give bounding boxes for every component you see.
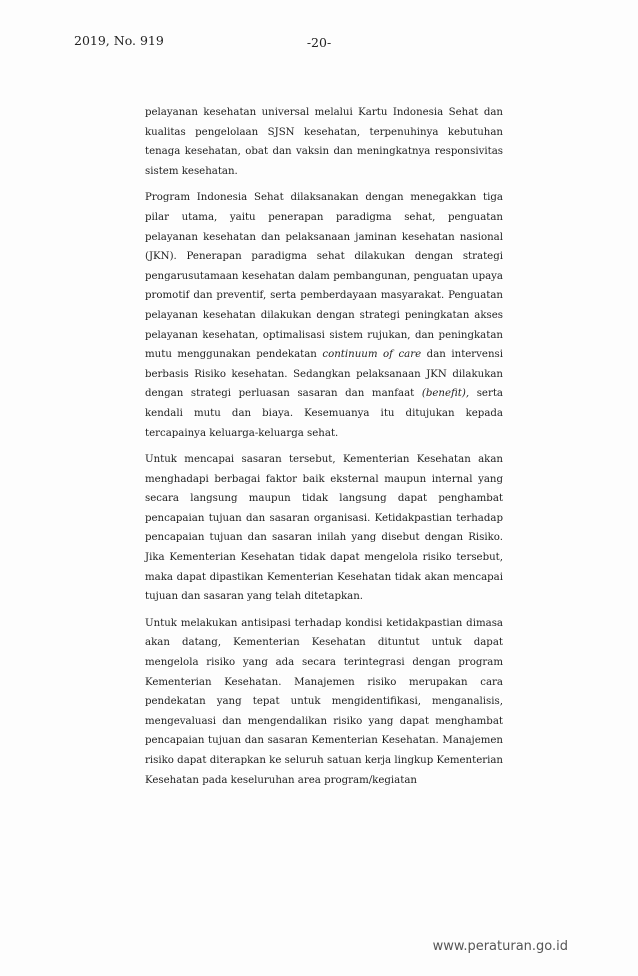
italic-term: (benefit), bbox=[421, 388, 470, 400]
paragraph-text: pelayanan kesehatan universal melalui Kartu Indonesia Sehat dan kualitas pengelolaan SJSN kesehatan, terpenuhinya kebutuhan tenaga kesehatan, obat dan vaksin dan meningkatnya responsivitas sistem kesehatan. bbox=[145, 107, 503, 177]
page-number: -20- bbox=[306, 35, 332, 50]
paragraph bbox=[145, 103, 503, 181]
paragraph bbox=[145, 450, 503, 607]
paragraph bbox=[145, 614, 503, 790]
source-url: www.peraturan.go.id bbox=[432, 939, 568, 954]
italic-term: continuum of care bbox=[322, 349, 422, 361]
paragraph-text: Untuk mencapai sasaran tersebut, Kementerian Kesehatan akan menghadapi berbagai faktor baik eksternal maupun internal yang secara langsung maupun tidak langsung dapat penghambat pencapaian tujuan dan sasaran organisasi. Ketidakpastian terhadap pencapaian tujuan dan sasaran inilah yang disebut dengan Risiko. Jika Kementerian Kesehatan tidak dapat mengelola risiko tersebut, maka dapat dipastikan Kementerian Kesehatan tidak akan mencapai tujuan dan sasaran yang telah ditetapkan. bbox=[145, 454, 503, 603]
paragraph-text: Program Indonesia Sehat dilaksanakan dengan menegakkan tiga pilar utama, yaitu penerapan paradigma sehat, penguatan pelayanan kesehatan dan pelaksanaan jaminan kesehatan nasional (JKN). Penerapan paradigma sehat dilakukan dengan strategi pengarusutamaan kesehatan dalam pembangunan, penguatan upaya promotif dan preventif, serta pemberdayaan masyarakat. Penguatan pelayanan kesehatan dilakukan dengan strategi peningkatan akses pelayanan kesehatan, optimalisasi sistem rujukan, dan peningkatan mutu menggunakan pendekatan bbox=[145, 192, 503, 361]
paragraph bbox=[145, 188, 503, 443]
paragraph-text: serta kendali mutu dan biaya. Kesemuanya itu ditujukan kepada tercapainya keluarga-keluarga sehat. bbox=[145, 388, 503, 439]
paragraph-text: Untuk melakukan antisipasi terhadap kondisi ketidakpastian dimasa akan datang, Kementerian Kesehatan dituntut untuk dapat mengelola risiko yang ada secara terintegrasi dengan program Kementerian Kesehatan. Manajemen risiko merupakan cara pendekatan yang tepat untuk mengidentifikasi, menganalisis, mengevaluasi dan mengendalikan risiko yang dapat menghambat pencapaian tujuan dan sasaran Kementerian Kesehatan. Manajemen risiko dapat diterapkan ke seluruh satuan kerja lingkup Kementerian Kesehatan pada keseluruhan area program/kegiatan bbox=[145, 617, 503, 786]
paragraph-text: dan intervensi berbasis Risiko kesehatan. Sedangkan pelaksanaan JKN dilakukan dengan strategi perluasan sasaran dan manfaat bbox=[145, 349, 504, 400]
document-body bbox=[145, 103, 503, 790]
gazette-reference: 2019, No. 919 bbox=[74, 33, 164, 48]
